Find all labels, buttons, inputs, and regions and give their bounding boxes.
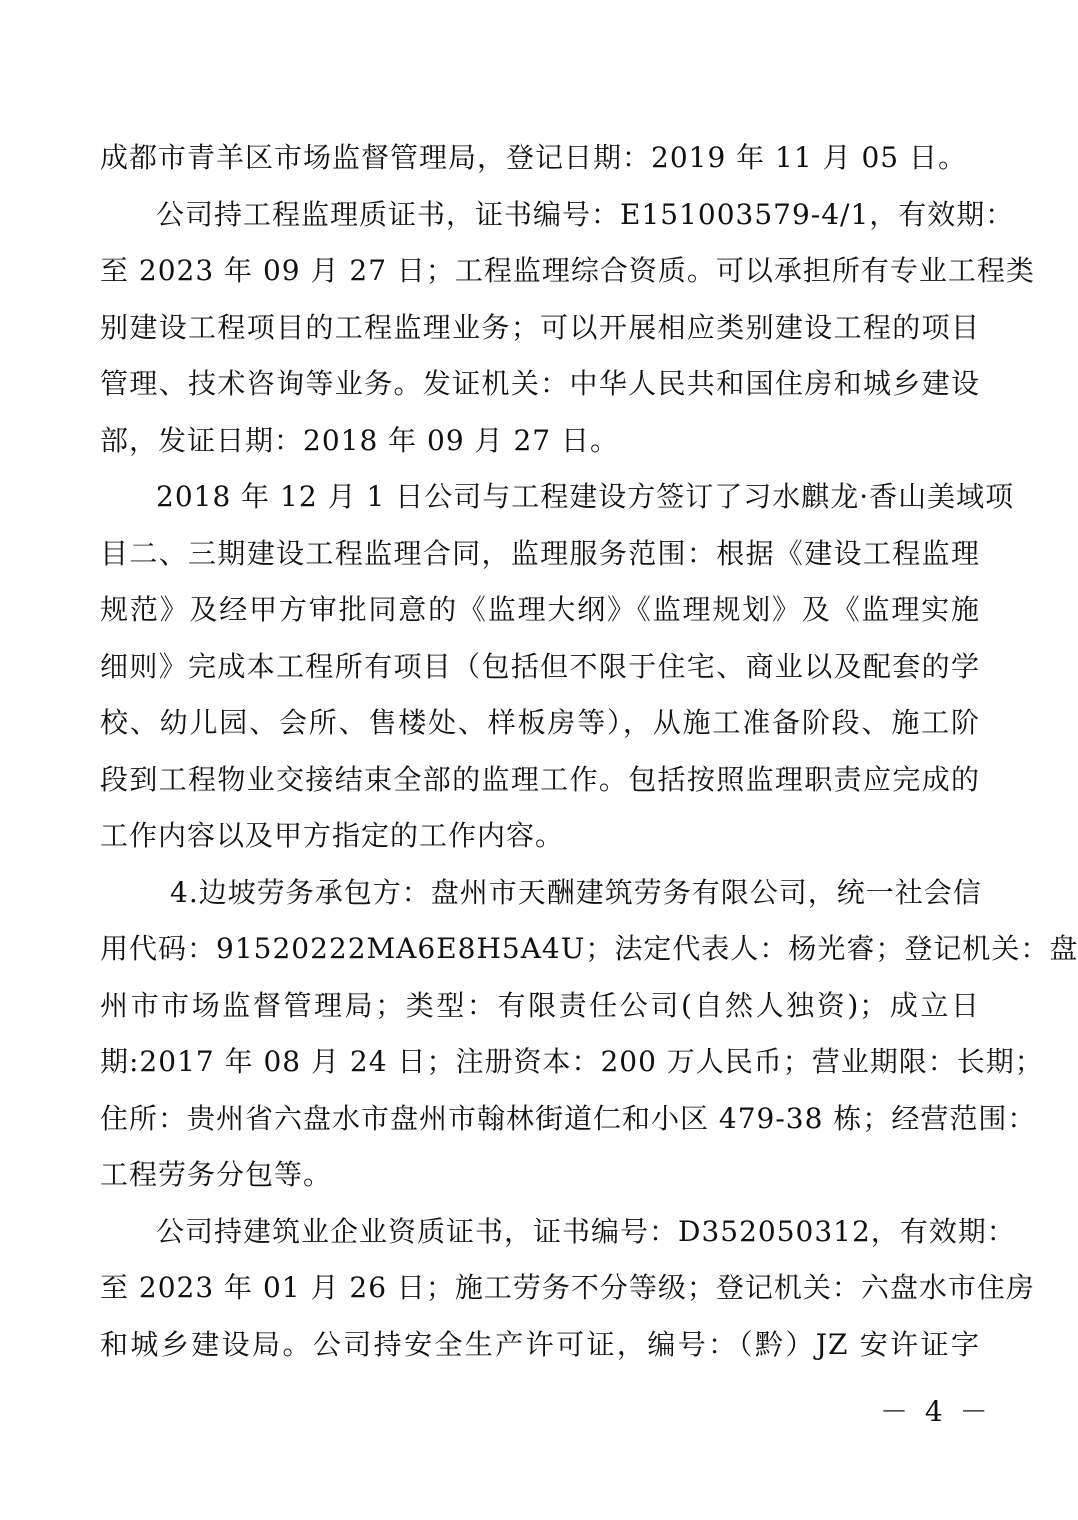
text-line: 细则》完成本工程所有项目（包括但不限于住宅、商业以及配套的学 [100, 649, 980, 683]
text-line: 期:2017 年 08 月 24 日；注册资本：200 万人民币；营业期限：长期； [100, 1045, 1044, 1078]
text-line: 段到工程物业交接结束全部的监理工作。包括按照监理职责应完成的 [100, 762, 980, 796]
text-line: 管理、技术咨询等业务。发证机关：中华人民共和国住房和城乡建设 [100, 367, 980, 400]
text-line: 至 2023 年 09 月 27 日；工程监理综合资质。可以承担所有专业工程类 [100, 254, 1035, 287]
text-line: 住所：贵州省六盘水市盘州市翰林街道仁和小区 479-38 栋；经营范围： [100, 1101, 1037, 1135]
section-heading-line: 4.边坡劳务承包方：盘州市天酬建筑劳务有限公司，统一社会信 [170, 875, 982, 909]
body-text [100, 130, 1078, 1373]
text-line: 工作内容以及甲方指定的工作内容。 [100, 819, 565, 852]
text-line: 成都市青羊区市场监督管理局，登记日期：2019 年 11 月 05 日。 [100, 141, 968, 174]
paragraph-start-line: 2018 年 12 月 1 日公司与工程建设方签订了习水麒龙·香山美域项 [156, 480, 1015, 513]
text-line: 部，发证日期：2018 年 09 月 27 日。 [100, 423, 620, 457]
text-line: 校、幼儿园、会所、售楼处、样板房等），从施工准备阶段、施工阶 [100, 706, 980, 739]
text-line: 目二、三期建设工程监理合同，监理服务范围：根据《建设工程监理 [100, 536, 980, 570]
text-line: 州市市场监督管理局；类型：有限责任公司(自然人独资)；成立日 [100, 988, 980, 1022]
text-line: 用代码：91520222MA6E8H5A4U；法定代表人：杨光睿；登记机关：盘 [100, 932, 1078, 965]
text-line: 规范》及经甲方审批同意的《监理大纲》《监理规划》及《监理实施 [100, 593, 980, 626]
text-line: 至 2023 年 01 月 26 日；施工劳务不分等级；登记机关：六盘水市住房 [100, 1271, 1035, 1304]
page-number: － 4 － [880, 1395, 992, 1428]
paragraph-start-line: 公司持建筑业企业资质证书，证书编号：D352050312，有效期： [156, 1214, 1016, 1248]
text-line: 和城乡建设局。公司持安全生产许可证，编号：（黔）JZ 安许证字 [100, 1327, 980, 1361]
text-line: 别建设工程项目的工程监理业务；可以开展相应类别建设工程的项目 [100, 310, 980, 344]
paragraph-start-line: 公司持工程监理质证书，证书编号：E151003579-4/1，有效期： [156, 197, 1015, 231]
text-line: 工程劳务分包等。 [100, 1158, 333, 1191]
